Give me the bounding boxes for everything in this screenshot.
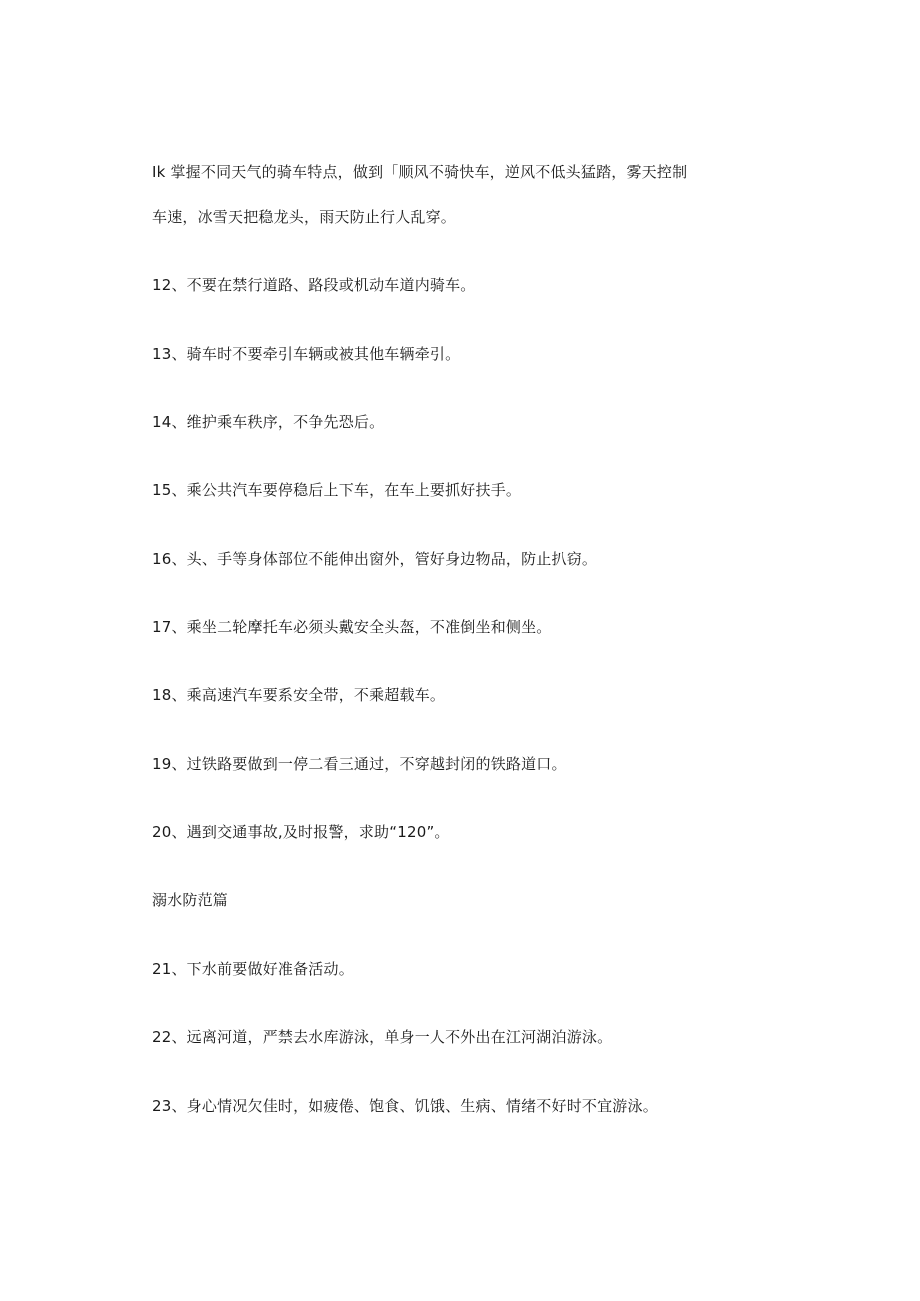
text-line-15: 15、乘公共汽车要停稳后上下车，在车上要抓好扶手。 [152, 481, 522, 499]
text-line-11: Ik 掌握不同天气的骑车特点，做到「顺风不骑快车，逆风不低头猛踏，雾天控制 [152, 163, 688, 181]
section-heading-drowning: 溺水防范篇 [152, 891, 229, 909]
text-line-16: 16、头、手等身体部位不能伸出窗外，管好身边物品，防止扒窃。 [152, 550, 598, 568]
text-line-18: 18、乘高速汽车要系安全带，不乘超载车。 [152, 686, 446, 704]
text-line-12: 12、不要在禁行道路、路段或机动车道内骑车。 [152, 276, 476, 294]
text-line-22: 22、远离河道，严禁去水库游泳，单身一人不外出在江河湖泊游泳。 [152, 1028, 613, 1046]
text-line-23: 23、身心情况欠佳时，如疲倦、饱食、饥饿、生病、情绪不好时不宜游泳。 [152, 1097, 658, 1115]
text-line-20: 20、遇到交通事故,及时报警，求助“120”。 [152, 823, 450, 841]
text-line-21: 21、下水前要做好准备活动。 [152, 960, 354, 978]
text-line-13: 13、骑车时不要牵引车辆或被其他车辆牵引。 [152, 345, 461, 363]
text-line-19: 19、过铁路要做到一停二看三通过，不穿越封闭的铁路道口。 [152, 755, 567, 773]
text-line-11-continued: 车速，冰雪天把稳龙头，雨天防止行人乱穿。 [152, 208, 457, 226]
text-line-17: 17、乘坐二轮摩托车必须头戴安全头盔，不准倒坐和侧坐。 [152, 618, 552, 636]
text-line-14: 14、维护乘车秩序，不争先恐后。 [152, 413, 385, 431]
